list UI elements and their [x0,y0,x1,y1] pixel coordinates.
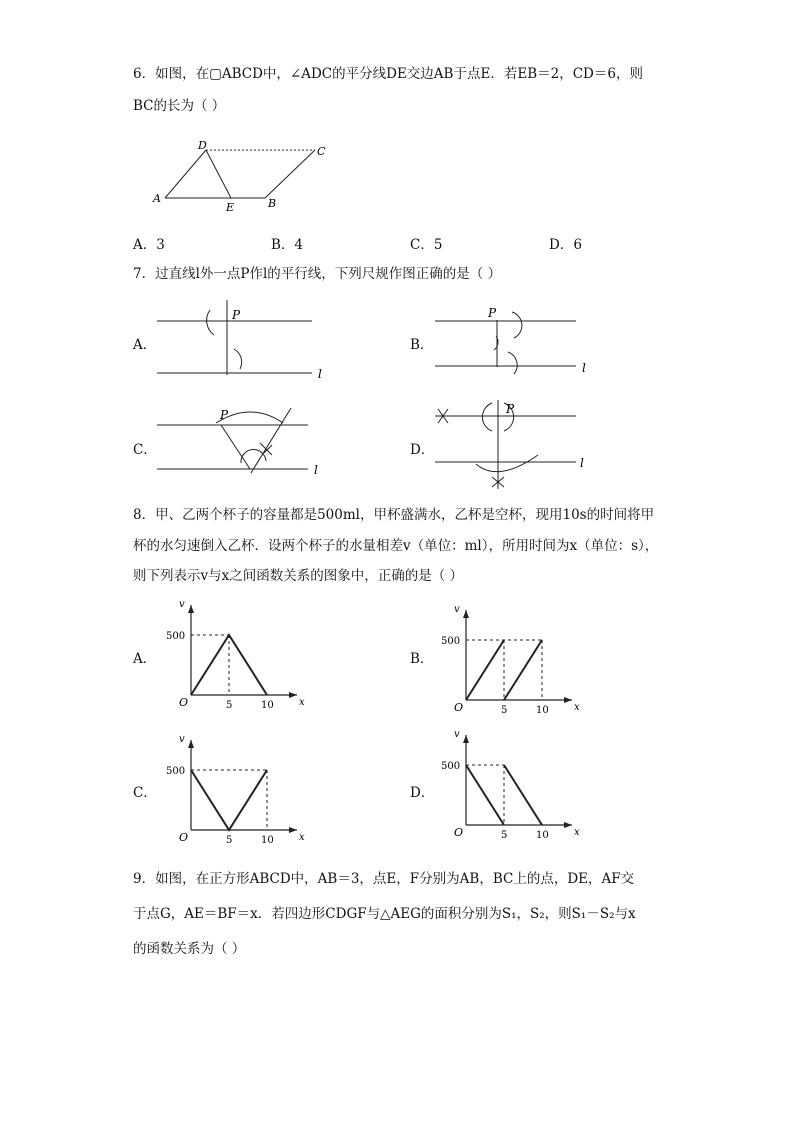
q7c-point-label: P [220,408,229,422]
q8-option-c-label[interactable]: C． [133,785,157,801]
q8-chart-b-series-0 [466,640,504,700]
q8-chart-d-tick-10: 10 [536,830,549,841]
q7-figure-c [150,403,330,483]
q8-chart-d-series-1 [504,765,542,825]
q7-figure-a [150,295,330,385]
q8-stem-line2: 杯的水匀速倒入乙杯．设两个杯子的水量相差v（单位：ml），所用时间为x（单位：s）， [133,538,659,554]
q9-stem-line2: 于点G，AE＝BF＝x．若四边形CDGF与△AEG的面积分别为S₁，S₂，则S₁－S₂与x [133,906,636,922]
q6-option-c[interactable]: C．5 [410,237,443,253]
q8-chart-d-tick-5: 5 [501,830,508,841]
q8-chart-c-tick-10: 10 [261,835,274,846]
q8-chart-c-series-0 [191,770,267,830]
q6-label-e: E [226,201,235,214]
q7-stem: 7．过直线l外一点P作l的平行线，下列尺规作图正确的是（ ） [133,266,502,282]
q6-option-d[interactable]: D．6 [549,237,582,253]
q8-chart-a-tick-500: 500 [166,631,186,642]
q7-option-c-label[interactable]: C． [133,442,157,458]
q7d-line-label: l [580,456,584,470]
q8-chart-d [440,725,590,845]
q8-chart-a-y-arrow [188,605,194,613]
q7-option-d-label[interactable]: D． [410,442,435,458]
q8-chart-c-x-label: x [299,832,305,843]
q8-chart-b-origin-label: O [454,701,464,714]
q8-chart-c-tick-5: 5 [226,835,233,846]
q6-stem-line1: 6．如图，在▢ABCD中，∠ADC的平分线DE交边AB于点E．若EB＝2，CD＝6，则 [133,66,643,82]
q7-option-a-label[interactable]: A． [133,337,157,353]
q7a-line-label: l [318,367,322,381]
q8-chart-b [440,600,590,715]
q8-chart-a-tick-5: 5 [226,700,233,711]
q8-chart-d-series-0 [466,765,504,825]
q8-chart-c-x-arrow [289,827,297,833]
q7-option-b-label[interactable]: B． [410,337,434,353]
q8-chart-d-origin-label: O [454,826,464,839]
q6-stem-line2: BC的长为（ ） [133,98,226,114]
q6-option-b[interactable]: B．4 [271,237,304,253]
q8-chart-b-x-label: x [574,702,580,713]
q8-chart-a [165,595,315,720]
q8-option-d-label[interactable]: D． [410,785,435,801]
q6-label-c: C [317,145,326,158]
q8-chart-b-series-1 [504,640,542,700]
q8-chart-a-x-arrow [289,692,297,698]
q8-chart-a-x-label: x [299,697,305,708]
q7-figure-d [428,397,608,492]
q7b-point-label: P [488,306,497,320]
q7a-point-label: P [232,308,241,322]
q6-label-d: D [198,139,207,152]
q7-figure-b [428,300,608,385]
q8-chart-c [165,730,315,850]
q8-chart-d-y-arrow [463,735,469,743]
q7c-line-label: l [314,463,318,477]
q8-chart-b-x-arrow [564,697,572,703]
q8-chart-b-y-label: v [454,604,460,615]
q8-chart-a-tick-10: 10 [261,700,274,711]
q8-chart-c-tick-500: 500 [166,766,186,777]
q8-chart-d-x-label: x [574,827,580,838]
q8-chart-a-y-label: v [179,599,185,610]
q8-chart-c-y-arrow [188,740,194,748]
q8-chart-a-origin-label: O [179,696,189,709]
q6-side-ad [165,150,206,198]
q8-chart-d-x-arrow [564,822,572,828]
q8-chart-c-origin-label: O [179,831,189,844]
q8-chart-b-y-arrow [463,610,469,618]
q6-option-a[interactable]: A．3 [133,237,165,253]
q8-chart-b-tick-5: 5 [501,705,508,716]
q8-stem-line1: 8．甲、乙两个杯子的容量都是500ml，甲杯盛满水，乙杯是空杯，现用10s的时间将甲 [133,507,655,523]
q6-parallelogram-figure [145,138,335,218]
q8-stem-line3: 则下列表示v与x之间函数关系的图象中，正确的是（ ） [133,568,464,584]
q9-stem-line3: 的函数关系为（ ） [133,941,246,957]
q6-side-bc [265,150,315,198]
q9-stem-line1: 9．如图，在正方形ABCD中，AB＝3，点E，F分别为AB，BC上的点，DE，AF交 [133,871,635,887]
q6-label-b: B [268,197,277,210]
q6-bisector-de [206,150,231,198]
q8-chart-b-tick-500: 500 [441,636,461,647]
q7b-line-label: l [582,361,586,375]
q8-option-a-label[interactable]: A． [133,651,157,667]
q7d-point-label: P [506,402,515,416]
q8-option-b-label[interactable]: B． [410,651,434,667]
q8-chart-b-tick-10: 10 [536,705,549,716]
q6-label-a: A [153,192,161,205]
q8-chart-c-y-label: v [179,734,185,745]
q8-chart-d-tick-500: 500 [441,761,461,772]
q8-chart-d-y-label: v [454,729,460,740]
